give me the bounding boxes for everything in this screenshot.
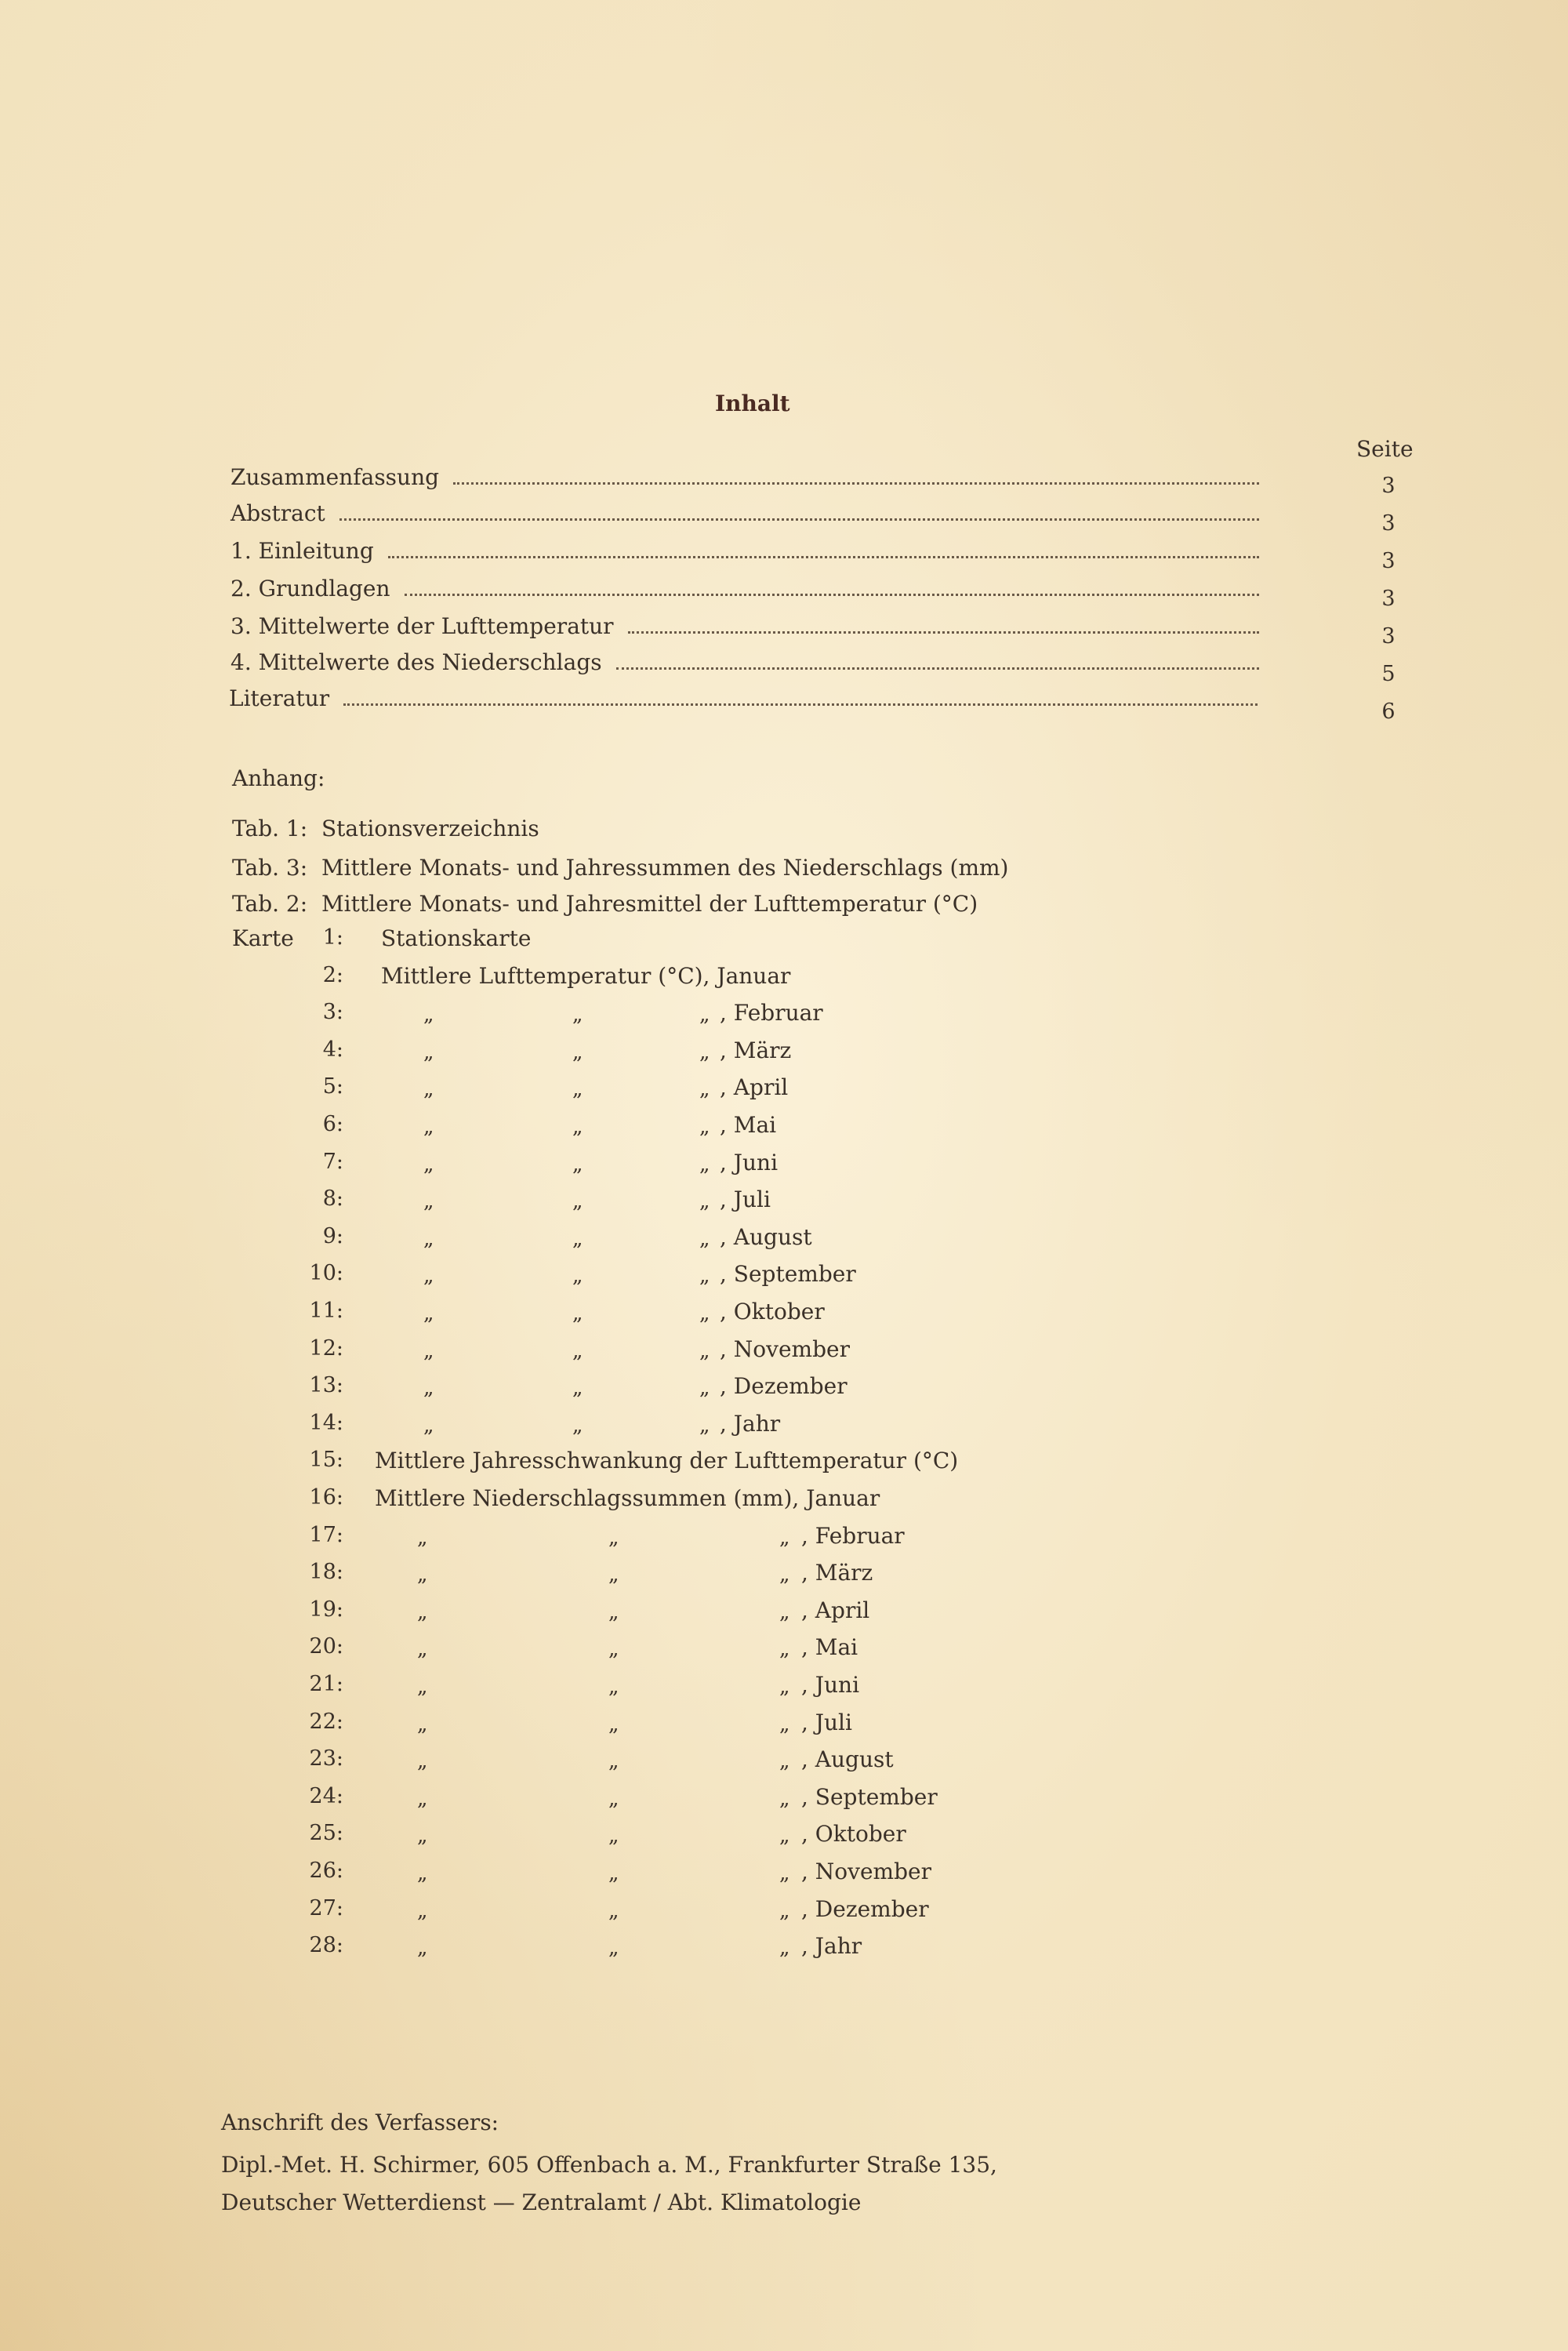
toc-leader-dots	[628, 614, 1259, 634]
ditto-mark: „	[699, 1115, 710, 1139]
map-number: 27:	[309, 1896, 343, 1920]
table-prefix: Tab. 2:	[232, 891, 308, 917]
ditto-mark: „	[779, 1526, 790, 1550]
appendix-heading: Anhang:	[232, 765, 325, 791]
map-number: 12:	[309, 1336, 343, 1361]
map-title: , August	[720, 1224, 812, 1250]
ditto-mark: „	[779, 1637, 790, 1661]
map-title: , Juni	[801, 1672, 860, 1698]
toc-label: 2. Grundlagen	[230, 576, 390, 601]
ditto-mark: „	[417, 1601, 428, 1624]
ditto-mark: „	[699, 1041, 710, 1064]
map-title: , Juni	[720, 1150, 779, 1176]
ditto-mark: „	[608, 1862, 619, 1885]
ditto-mark: „	[699, 1302, 710, 1325]
ditto-mark: „	[608, 1637, 619, 1661]
appendix-table-entry	[232, 855, 1008, 881]
map-title: , Juli	[801, 1710, 852, 1735]
ditto-mark: „	[779, 1713, 790, 1736]
ditto-mark: „	[608, 1899, 619, 1923]
map-title: Mittlere Niederschlagssummen (mm), Januar	[375, 1485, 880, 1511]
map-number: 17:	[309, 1523, 343, 1547]
map-title: Stationskarte	[381, 925, 532, 951]
ditto-mark: „	[572, 1190, 583, 1213]
map-title: , Mai	[801, 1634, 858, 1660]
ditto-mark: „	[608, 1563, 619, 1586]
map-number: 22:	[309, 1710, 343, 1734]
map-number: 4:	[322, 1037, 343, 1062]
map-title: , Juli	[720, 1186, 771, 1212]
ditto-mark: „	[779, 1787, 790, 1811]
map-title: , März	[801, 1560, 873, 1586]
map-number: 10:	[309, 1261, 343, 1285]
ditto-mark: „	[572, 1115, 583, 1139]
ditto-mark: „	[423, 1190, 434, 1213]
map-title: , September	[801, 1784, 938, 1810]
ditto-mark: „	[608, 1713, 619, 1736]
map-title: , März	[720, 1037, 792, 1063]
table-title: Mittlere Monats- und Jahressummen des Niederschlags (mm)	[321, 855, 1009, 881]
ditto-mark: „	[699, 1003, 710, 1027]
ditto-mark: „	[417, 1787, 428, 1811]
map-title: , Jahr	[720, 1411, 781, 1437]
ditto-mark: „	[417, 1637, 428, 1661]
toc-row	[230, 649, 1265, 681]
map-title: , November	[720, 1336, 850, 1362]
map-number: 20:	[309, 1634, 343, 1659]
map-number: 15:	[309, 1448, 343, 1472]
ditto-mark: „	[572, 1003, 583, 1027]
ditto-mark: „	[779, 1936, 790, 1960]
ditto-mark: „	[699, 1376, 710, 1400]
map-title: , August	[801, 1746, 894, 1772]
toc-row	[230, 576, 1265, 607]
toc-page-number: 5	[1381, 662, 1396, 686]
ditto-mark: „	[608, 1824, 619, 1848]
toc-row	[229, 685, 1264, 717]
address-heading: Anschrift des Verfassers:	[221, 2109, 499, 2135]
map-number: 11:	[309, 1299, 343, 1323]
ditto-mark: „	[699, 1153, 710, 1176]
ditto-mark: „	[779, 1563, 790, 1586]
map-title: , November	[801, 1859, 931, 1884]
map-number: 7:	[322, 1150, 343, 1174]
ditto-mark: „	[423, 1302, 434, 1325]
ditto-mark: „	[608, 1936, 619, 1960]
toc-leader-dots	[453, 465, 1259, 485]
ditto-mark: „	[423, 1339, 434, 1363]
ditto-mark: „	[572, 1264, 583, 1288]
map-title: , September	[720, 1261, 856, 1287]
map-number: 3:	[322, 1000, 343, 1024]
ditto-mark: „	[417, 1675, 428, 1699]
ditto-mark: „	[572, 1339, 583, 1363]
map-number: 23:	[309, 1746, 343, 1771]
map-number: 18:	[309, 1560, 343, 1584]
map-number: 26:	[309, 1859, 343, 1883]
ditto-mark: „	[572, 1153, 583, 1176]
ditto-mark: „	[699, 1190, 710, 1213]
map-number: 6:	[322, 1112, 343, 1136]
ditto-mark: „	[779, 1675, 790, 1699]
toc-label: 3. Mittelwerte der Lufttemperatur	[230, 613, 614, 639]
ditto-mark: „	[572, 1302, 583, 1325]
ditto-mark: „	[423, 1264, 434, 1288]
ditto-mark: „	[572, 1041, 583, 1064]
toc-row	[230, 613, 1265, 645]
ditto-mark: „	[699, 1339, 710, 1363]
ditto-mark: „	[699, 1414, 710, 1437]
ditto-mark: „	[608, 1787, 619, 1811]
map-number: 13:	[309, 1373, 343, 1397]
page-column-header: Seite	[1356, 436, 1414, 462]
map-title: , Februar	[720, 1000, 823, 1026]
map-number: 14:	[309, 1411, 343, 1435]
map-title: , Februar	[801, 1523, 905, 1549]
ditto-mark: „	[423, 1115, 434, 1139]
toc-row	[230, 464, 1265, 496]
toc-page-number: 3	[1381, 511, 1396, 536]
ditto-mark: „	[423, 1414, 434, 1437]
address-line-2: Deutscher Wetterdienst — Zentralamt / Abt. Klimatologie	[221, 2189, 862, 2215]
ditto-mark: „	[417, 1899, 428, 1923]
ditto-mark: „	[779, 1899, 790, 1923]
toc-label: 1. Einleitung	[230, 538, 374, 564]
ditto-mark: „	[699, 1227, 710, 1251]
ditto-mark: „	[417, 1824, 428, 1848]
appendix-table-entry	[232, 816, 539, 841]
ditto-mark: „	[572, 1077, 583, 1101]
toc-leader-dots	[616, 650, 1259, 670]
toc-leader-dots	[405, 576, 1259, 596]
map-number: 25:	[309, 1821, 343, 1845]
ditto-mark: „	[608, 1750, 619, 1773]
toc-row	[230, 500, 1265, 532]
map-number: 2:	[322, 963, 343, 987]
ditto-mark: „	[423, 1041, 434, 1064]
map-list-label: Karte	[232, 925, 294, 951]
toc-page-number: 6	[1381, 699, 1396, 724]
toc-page-number: 3	[1381, 624, 1396, 649]
toc-label: 4. Mittelwerte des Niederschlags	[230, 649, 602, 675]
ditto-mark: „	[779, 1824, 790, 1848]
toc-leader-dots	[388, 539, 1259, 558]
ditto-mark: „	[572, 1376, 583, 1400]
ditto-mark: „	[779, 1750, 790, 1773]
table-prefix: Tab. 3:	[232, 855, 308, 881]
map-title: Mittlere Jahresschwankung der Lufttemperatur (°C)	[375, 1448, 959, 1473]
map-number: 5:	[322, 1074, 343, 1099]
ditto-mark: „	[417, 1526, 428, 1550]
ditto-mark: „	[699, 1077, 710, 1101]
ditto-mark: „	[423, 1227, 434, 1251]
map-title: , Dezember	[720, 1373, 848, 1399]
appendix-table-entry	[232, 891, 978, 917]
table-title: Stationsverzeichnis	[321, 816, 539, 841]
map-number: 9:	[322, 1224, 343, 1248]
toc-row	[230, 538, 1265, 569]
map-number: 1:	[322, 925, 343, 950]
address-line-1: Dipl.-Met. H. Schirmer, 605 Offenbach a. M., Frankfurter Straße 135,	[221, 2152, 997, 2178]
toc-page-number: 3	[1381, 474, 1396, 498]
map-title: , Oktober	[720, 1299, 825, 1324]
table-title: Mittlere Monats- und Jahresmittel der Lufttemperatur (°C)	[321, 891, 978, 917]
toc-page-number: 3	[1381, 549, 1396, 573]
map-number: 21:	[309, 1672, 343, 1696]
ditto-mark: „	[608, 1601, 619, 1624]
map-number: 19:	[309, 1597, 343, 1622]
map-title: , Oktober	[801, 1821, 906, 1847]
ditto-mark: „	[417, 1750, 428, 1773]
page-title: Inhalt	[715, 391, 790, 416]
map-title: Mittlere Lufttemperatur (°C), Januar	[381, 963, 791, 989]
ditto-mark: „	[779, 1862, 790, 1885]
ditto-mark: „	[417, 1936, 428, 1960]
ditto-mark: „	[423, 1376, 434, 1400]
ditto-mark: „	[572, 1414, 583, 1437]
map-title: , April	[720, 1074, 789, 1100]
map-number: 24:	[309, 1784, 343, 1808]
map-number: 28:	[309, 1933, 343, 1957]
ditto-mark: „	[423, 1077, 434, 1101]
ditto-mark: „	[608, 1526, 619, 1550]
map-title: , Dezember	[801, 1896, 929, 1922]
ditto-mark: „	[423, 1153, 434, 1176]
map-title: , Mai	[720, 1112, 777, 1138]
toc-label: Literatur	[229, 685, 330, 711]
ditto-mark: „	[417, 1563, 428, 1586]
map-title: , Jahr	[801, 1933, 862, 1959]
map-title: , April	[801, 1597, 870, 1623]
map-number: 8:	[322, 1186, 343, 1211]
toc-label: Abstract	[230, 500, 325, 526]
table-prefix: Tab. 1:	[232, 816, 308, 841]
ditto-mark: „	[417, 1713, 428, 1736]
toc-page-number: 3	[1381, 587, 1396, 611]
ditto-mark: „	[699, 1264, 710, 1288]
toc-leader-dots	[343, 686, 1258, 706]
ditto-mark: „	[572, 1227, 583, 1251]
ditto-mark: „	[423, 1003, 434, 1027]
map-number: 16:	[309, 1485, 343, 1510]
toc-label: Zusammenfassung	[230, 464, 440, 490]
ditto-mark: „	[417, 1862, 428, 1885]
toc-leader-dots	[339, 501, 1259, 521]
ditto-mark: „	[779, 1601, 790, 1624]
ditto-mark: „	[608, 1675, 619, 1699]
